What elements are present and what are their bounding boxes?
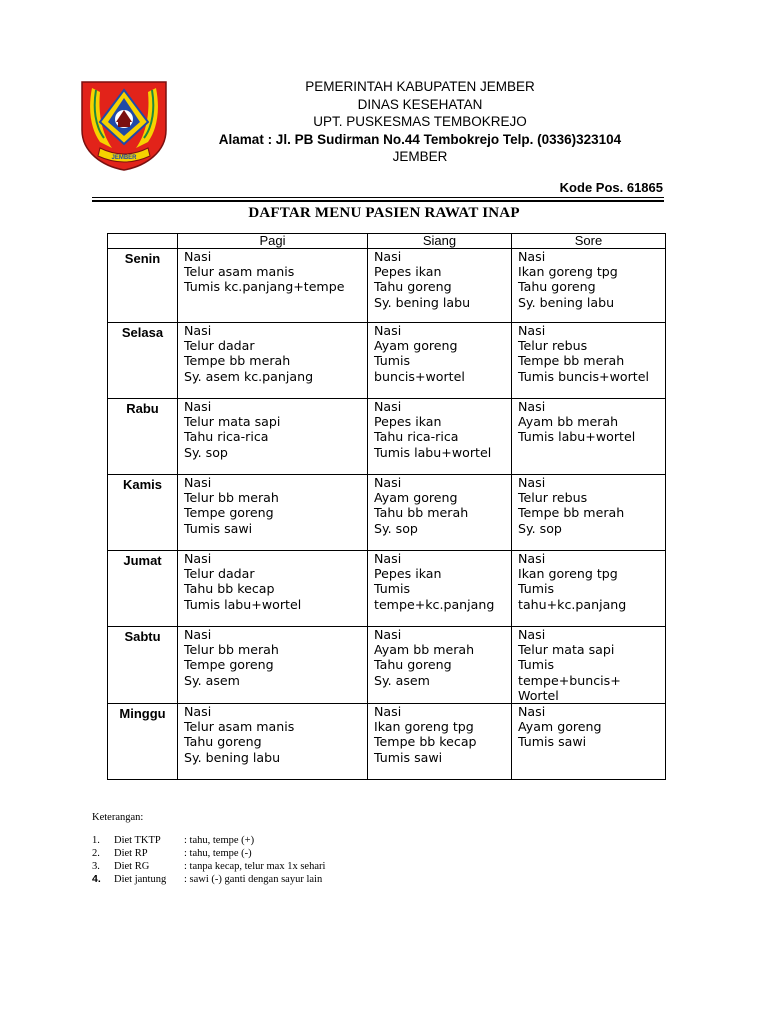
menu-item: Telur bb merah bbox=[184, 490, 279, 506]
menu-cell-siang bbox=[368, 704, 512, 780]
note-diet: Diet TKTP bbox=[114, 835, 161, 846]
menu-cell-pagi bbox=[178, 399, 368, 475]
note-number: 4. bbox=[92, 873, 101, 885]
menu-item: Nasi bbox=[184, 475, 212, 490]
menu-item: Nasi bbox=[518, 704, 546, 720]
menu-item: Nasi bbox=[518, 249, 546, 264]
menu-item: Nasi bbox=[184, 627, 212, 642]
menu-cell-siang bbox=[368, 627, 512, 704]
postal-code: Kode Pos. 61865 bbox=[559, 180, 663, 195]
header-line-department: DINAS KESEHATAN bbox=[357, 96, 483, 112]
note-item bbox=[92, 860, 325, 873]
column-header-pagi: Pagi bbox=[178, 234, 368, 249]
menu-item: Tumis sawi bbox=[184, 520, 253, 536]
menu-item: Nasi bbox=[374, 399, 402, 414]
menu-table bbox=[107, 233, 666, 780]
menu-item: Nasi bbox=[518, 551, 546, 566]
menu-item: Tumis sawi bbox=[374, 749, 443, 765]
menu-item: Sy. sop bbox=[184, 444, 228, 460]
menu-item: Tumis labu+wortel bbox=[374, 444, 492, 460]
menu-item: Nasi bbox=[374, 704, 402, 720]
table-row bbox=[108, 249, 666, 323]
header-divider-thick bbox=[92, 200, 664, 202]
menu-item: Nasi bbox=[374, 323, 402, 338]
menu-item: Nasi bbox=[184, 551, 212, 566]
menu-item: tahu+kc.panjang bbox=[518, 596, 627, 612]
menu-cell-siang bbox=[368, 475, 512, 551]
menu-item: Tumis bbox=[374, 353, 411, 369]
notes-title: Keterangan: bbox=[92, 812, 144, 823]
menu-item: Tumis sawi bbox=[518, 734, 587, 750]
menu-cell-siang bbox=[368, 249, 512, 323]
menu-item: Tempe bb merah bbox=[184, 353, 291, 369]
menu-item: Ikan goreng tpg bbox=[374, 719, 474, 735]
menu-item: Telur mata sapi bbox=[184, 414, 281, 430]
menu-item: Ayam goreng bbox=[374, 490, 458, 506]
menu-item: Tahu bb merah bbox=[374, 505, 469, 521]
menu-cell-pagi bbox=[178, 704, 368, 780]
menu-item: Wortel bbox=[518, 687, 559, 703]
day-cell: Sabtu bbox=[108, 627, 178, 704]
header-city: JEMBER bbox=[392, 149, 448, 165]
day-cell: Kamis bbox=[108, 475, 178, 551]
menu-cell-siang bbox=[368, 323, 512, 399]
note-item bbox=[92, 873, 325, 886]
menu-item: Telur rebus bbox=[518, 338, 588, 354]
menu-item: Tumis labu+wortel bbox=[184, 596, 302, 612]
menu-cell-sore bbox=[512, 323, 666, 399]
menu-item: Pepes ikan bbox=[374, 414, 442, 430]
menu-item: Ayam goreng bbox=[374, 338, 458, 354]
menu-item: Ayam goreng bbox=[518, 719, 602, 735]
table-row bbox=[108, 627, 666, 704]
menu-item: tempe+buncis+ bbox=[518, 672, 621, 688]
menu-item: Tumis bbox=[518, 581, 555, 597]
menu-table-body bbox=[108, 249, 666, 780]
menu-item: Tumis labu+wortel bbox=[518, 429, 636, 445]
menu-item: Tahu rica-rica bbox=[184, 429, 269, 445]
menu-cell-sore bbox=[512, 475, 666, 551]
menu-item: Tahu goreng bbox=[518, 279, 596, 295]
document-title: DAFTAR MENU PASIEN RAWAT INAP bbox=[248, 205, 520, 221]
note-number: 2. bbox=[92, 848, 100, 859]
day-cell: Senin bbox=[108, 249, 178, 323]
menu-item: Telur asam manis bbox=[184, 264, 295, 280]
day-cell: Minggu bbox=[108, 704, 178, 780]
column-header-siang: Siang bbox=[368, 234, 512, 249]
column-header-day bbox=[108, 234, 178, 249]
menu-item: Telur dadar bbox=[184, 338, 255, 354]
note-item bbox=[92, 847, 325, 860]
menu-item: Nasi bbox=[184, 249, 212, 264]
logo-text: JEMBER bbox=[111, 155, 137, 161]
menu-item: tempe+kc.panjang bbox=[374, 596, 495, 612]
menu-item: Nasi bbox=[374, 475, 402, 490]
menu-item: Nasi bbox=[374, 249, 402, 264]
menu-item: Telur mata sapi bbox=[518, 642, 615, 658]
menu-item: Ikan goreng tpg bbox=[518, 264, 618, 280]
note-description: : tahu, tempe (-) bbox=[184, 848, 252, 859]
menu-item: Ikan goreng tpg bbox=[518, 566, 618, 582]
menu-item: Tempe bb merah bbox=[518, 505, 625, 521]
letterhead bbox=[160, 78, 680, 166]
header-line-government: PEMERINTAH KABUPATEN JEMBER bbox=[305, 79, 535, 94]
menu-item: Tempe goreng bbox=[184, 657, 274, 673]
menu-item: Tumis bbox=[518, 657, 555, 673]
menu-item: Ayam bb merah bbox=[518, 414, 619, 430]
menu-item: Tahu goreng bbox=[374, 657, 452, 673]
menu-item: Nasi bbox=[374, 551, 402, 566]
menu-item: Tahu goreng bbox=[374, 279, 452, 295]
menu-cell-sore bbox=[512, 249, 666, 323]
menu-item: Nasi bbox=[184, 704, 212, 720]
day-cell: Rabu bbox=[108, 399, 178, 475]
menu-item: Sy. bening labu bbox=[184, 749, 281, 765]
menu-item: Telur bb merah bbox=[184, 642, 279, 658]
menu-item: Tumis kc.panjang+tempe bbox=[184, 279, 345, 295]
menu-item: Sy. asem kc.panjang bbox=[184, 368, 314, 384]
menu-item: Telur rebus bbox=[518, 490, 588, 506]
menu-item: Telur dadar bbox=[184, 566, 255, 582]
table-row bbox=[108, 704, 666, 780]
menu-item: Nasi bbox=[518, 399, 546, 414]
note-description: : sawi (-) ganti dengan sayur lain bbox=[184, 874, 323, 885]
menu-cell-pagi bbox=[178, 627, 368, 704]
menu-item: Sy. sop bbox=[518, 520, 562, 536]
menu-item: Tahu goreng bbox=[184, 734, 262, 750]
day-cell: Selasa bbox=[108, 323, 178, 399]
header-divider-thin bbox=[92, 197, 664, 198]
menu-item: Tempe bb kecap bbox=[374, 734, 477, 750]
menu-item: Nasi bbox=[184, 323, 212, 338]
menu-cell-pagi bbox=[178, 323, 368, 399]
menu-cell-pagi bbox=[178, 249, 368, 323]
menu-item: Sy. asem bbox=[374, 672, 430, 688]
jember-regency-logo bbox=[78, 78, 170, 172]
note-description: : tahu, tempe (+) bbox=[184, 835, 255, 846]
header-address: Alamat : Jl. PB Sudirman No.44 Tembokrejo Telp. (0336)323104 bbox=[218, 131, 622, 147]
table-row bbox=[108, 399, 666, 475]
note-diet: Diet RG bbox=[114, 861, 150, 872]
header-line-clinic: UPT. PUSKESMAS TEMBOKREJO bbox=[313, 114, 527, 130]
menu-item: Tahu rica-rica bbox=[374, 429, 459, 445]
menu-cell-siang bbox=[368, 551, 512, 627]
menu-item: Nasi bbox=[374, 627, 402, 642]
menu-item: Tumis bbox=[374, 581, 411, 597]
day-cell: Jumat bbox=[108, 551, 178, 627]
menu-item: Telur asam manis bbox=[184, 719, 295, 735]
menu-cell-sore bbox=[512, 704, 666, 780]
menu-item: buncis+wortel bbox=[374, 368, 465, 384]
menu-item: Pepes ikan bbox=[374, 264, 442, 280]
menu-cell-siang bbox=[368, 399, 512, 475]
menu-item: Nasi bbox=[518, 627, 546, 642]
table-row bbox=[108, 323, 666, 399]
menu-item: Sy. sop bbox=[374, 520, 418, 536]
menu-item: Nasi bbox=[518, 323, 546, 338]
column-header-sore: Sore bbox=[512, 234, 666, 249]
menu-cell-sore bbox=[512, 551, 666, 627]
table-header-row bbox=[108, 234, 666, 249]
menu-item: Nasi bbox=[184, 399, 212, 414]
note-description: : tanpa kecap, telur max 1x sehari bbox=[184, 861, 326, 872]
note-item bbox=[92, 834, 325, 847]
menu-item: Ayam bb merah bbox=[374, 642, 475, 658]
menu-item: Tempe goreng bbox=[184, 505, 274, 521]
menu-cell-pagi bbox=[178, 551, 368, 627]
notes-section bbox=[92, 811, 325, 886]
menu-item: Sy. bening labu bbox=[374, 294, 471, 310]
menu-item: Tempe bb merah bbox=[518, 353, 625, 369]
note-number: 3. bbox=[92, 861, 100, 872]
table-row bbox=[108, 551, 666, 627]
menu-item: Sy. bening labu bbox=[518, 294, 615, 310]
menu-item: Tahu bb kecap bbox=[184, 581, 275, 597]
note-diet: Diet jantung bbox=[114, 874, 167, 885]
menu-item: Nasi bbox=[518, 475, 546, 490]
table-row bbox=[108, 475, 666, 551]
menu-cell-pagi bbox=[178, 475, 368, 551]
menu-item: Tumis buncis+wortel bbox=[518, 368, 649, 384]
note-diet: Diet RP bbox=[114, 848, 148, 859]
menu-cell-sore bbox=[512, 627, 666, 704]
menu-item: Sy. asem bbox=[184, 672, 240, 688]
menu-item: Pepes ikan bbox=[374, 566, 442, 582]
note-number: 1. bbox=[92, 835, 100, 846]
menu-cell-sore bbox=[512, 399, 666, 475]
